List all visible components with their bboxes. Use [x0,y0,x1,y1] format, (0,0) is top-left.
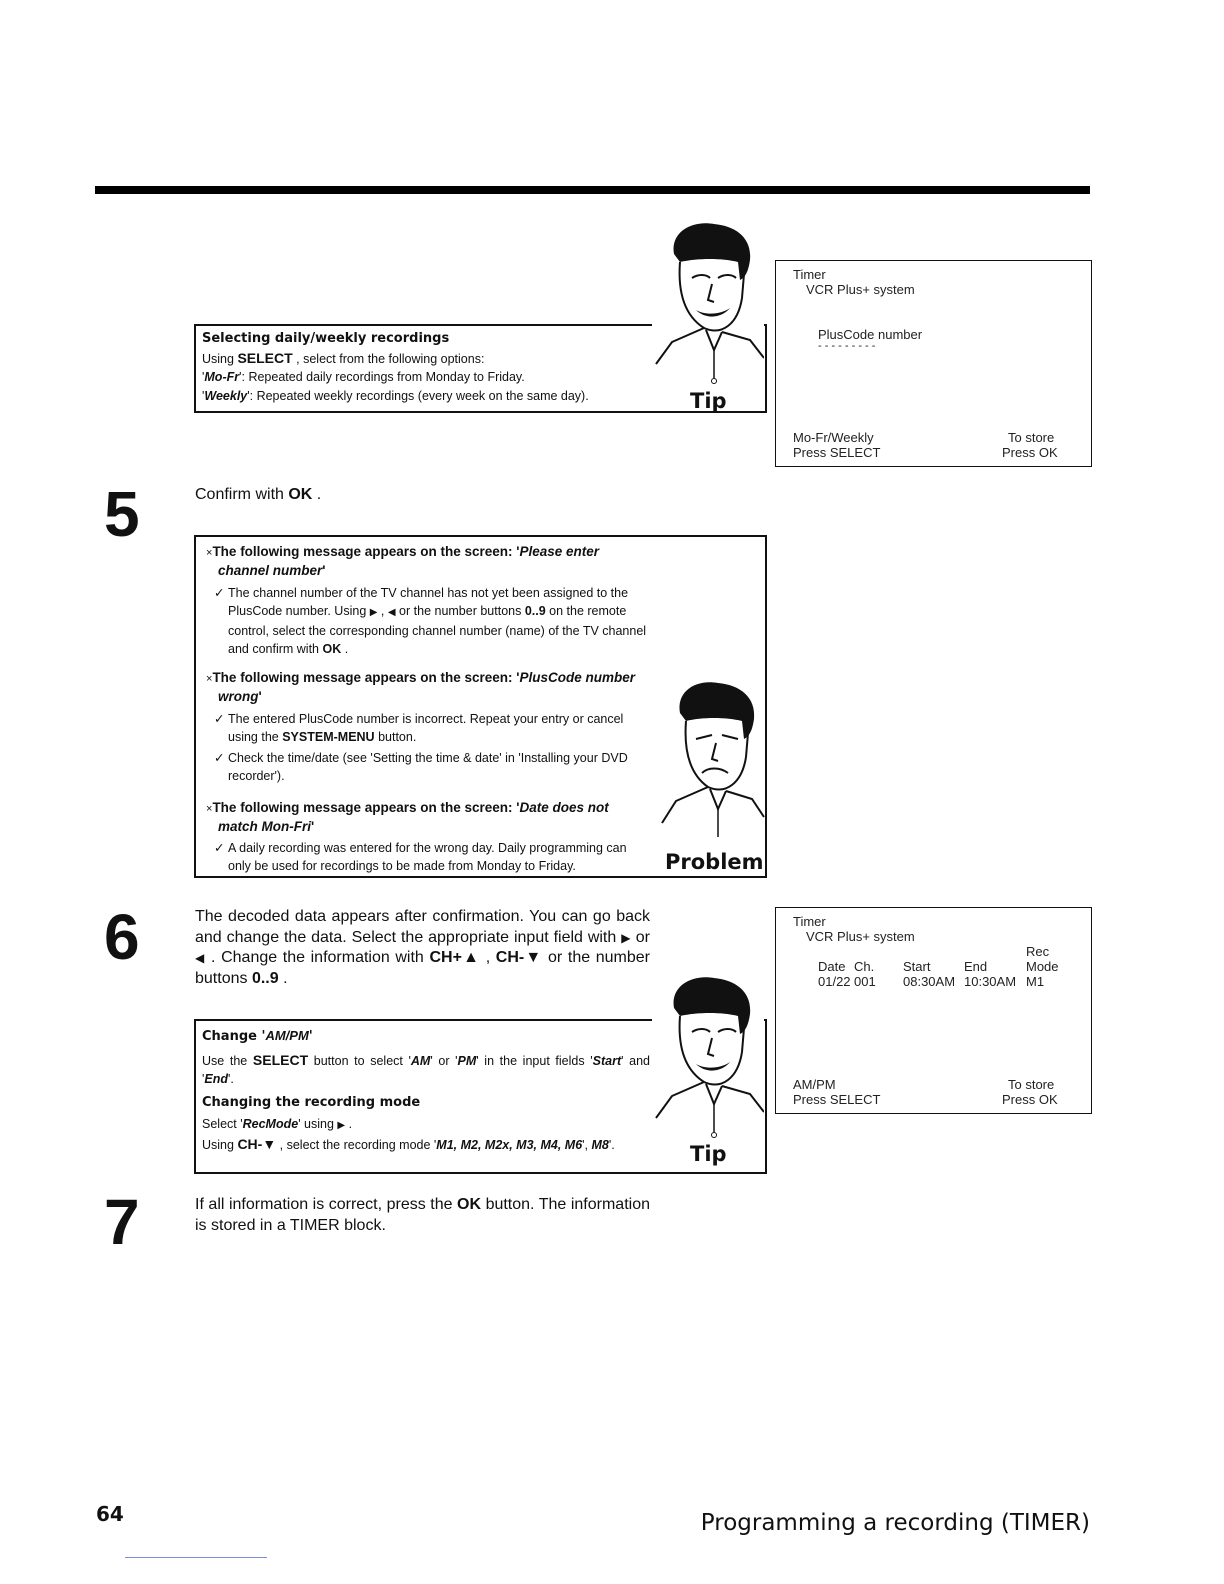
step-6-text: The decoded data appears after confirmation. You can go back and change the data. Select the appropriate input field with ▶ or ◀ . Change the information with CH+▲ , CH-▼ or the number buttons 0..9 . [195,908,651,987]
problem-box [194,535,767,878]
problem-label: Problem [665,850,764,874]
osd2-bottom-right-2: Press OK [1002,1092,1058,1107]
osd2-title: Timer [793,914,826,929]
tip-face-illustration [652,218,764,390]
osd2-header-start: Start [903,959,931,974]
osd-pluscode-value: - - - - - - - - - [818,340,876,352]
osd2-bottom-left-2: Press SELECT [793,1092,881,1107]
tip2-text-modes: Using CH-▼ , select the recording mode 'M1, M2, M2x, M3, M4, M6', M8'. [202,1135,615,1152]
tip2-text-ampm: Use the SELECT button to select 'AM' or 'PM' in the input fields 'Start' and 'End'. [202,1051,651,1086]
top-rule [95,186,1090,194]
tip2-heading-recmode: Changing the recording mode [202,1094,421,1110]
osd2-rec-label: Rec [1026,944,1050,959]
problem-answer-3: ✓ Check the time/date (see 'Setting the time & date' in 'Installing your DVD recorder'). [214,751,628,783]
problem-entry-2 [206,669,652,785]
problem-answer-1: ✓ The channel number of the TV channel has not yet been assigned to the PlusCode number. Using ▶ , ◀ or the number buttons 0..9 on the remote control, select the corresponding channel number (name) of the TV channel and confirm with OK . [214,586,647,656]
osd-title: Timer [793,267,826,282]
tip-line-mofr: 'Mo-Fr': Repeated daily recordings from Monday to Friday. [202,370,525,384]
tip2-text-select-recmode: Select 'RecMode' using ▶ . [202,1117,353,1131]
problem-question-1: ×The following message appears on the screen: 'Please enter channel number' [206,544,600,578]
tip2-label: Tip [690,1142,727,1166]
page-section-title: Programming a recording (TIMER) [700,1510,1090,1536]
tip-label: Tip [690,389,727,413]
step-5-text: Confirm with OK . [195,486,322,503]
osd-bottom-left-1: Mo-Fr/Weekly [793,430,874,445]
osd2-header-end: End [964,959,988,974]
problem-question-3: ×The following message appears on the screen: 'Date does not match Mon-Fri' [206,800,609,834]
osd-screen-pluscode [775,260,1092,467]
osd2-value-ch: 001 [854,974,876,989]
osd2-value-start: 08:30AM [903,974,956,989]
tip-line-select: Using SELECT , select from the following options: [202,349,485,366]
problem-question-2: ×The following message appears on the screen: 'PlusCode number wrong' [206,670,635,704]
problem-face-illustration [656,677,766,847]
tip-line-weekly: 'Weekly': Repeated weekly recordings (every week on the same day). [202,388,589,403]
osd-bottom-left-2: Press SELECT [793,445,881,460]
problem-answer-4: ✓ A daily recording was entered for the wrong day. Daily programming can only be used for recordings to be made from Monday to Friday. [214,841,627,873]
problem-entry-3 [206,799,652,875]
tip-heading: Selecting daily/weekly recordings [202,331,450,346]
osd-bottom-right-1: To store [1008,430,1055,445]
problem-answer-2: ✓ The entered PlusCode number is incorrect. Repeat your entry or cancel using the SYSTEM-MENU button. [214,712,624,744]
footer-link-underline [125,1557,267,1558]
osd-screen-timer-data [775,907,1092,1114]
osd2-header-date: Date [818,959,846,974]
step-number-7: 7 [104,1186,140,1258]
step-number-6: 6 [104,901,140,973]
osd2-subtitle: VCR Plus+ system [806,929,915,944]
osd2-value-end: 10:30AM [964,974,1017,989]
osd2-bottom-left-1: AM/PM [793,1077,836,1092]
osd2-bottom-right-1: To store [1008,1077,1055,1092]
step-number-5: 5 [104,478,140,550]
osd-subtitle: VCR Plus+ system [806,282,915,297]
step-7-text: If all information is correct, press the OK button. The information is stored in a TIMER block. [195,1196,650,1234]
tip2-heading-ampm: Change 'AM/PM' [202,1028,313,1044]
page-number: 64 [96,1502,124,1526]
osd2-value-date: 01/22 [818,974,851,989]
osd2-header-ch: Ch. [854,959,875,974]
osd2-value-mode: M1 [1026,974,1045,989]
problem-entry-1 [206,543,652,658]
osd2-header-mode: Mode [1026,959,1059,974]
osd-pluscode-label: PlusCode number [818,327,923,342]
tip2-face-illustration [652,972,764,1144]
osd-bottom-right-2: Press OK [1002,445,1058,460]
